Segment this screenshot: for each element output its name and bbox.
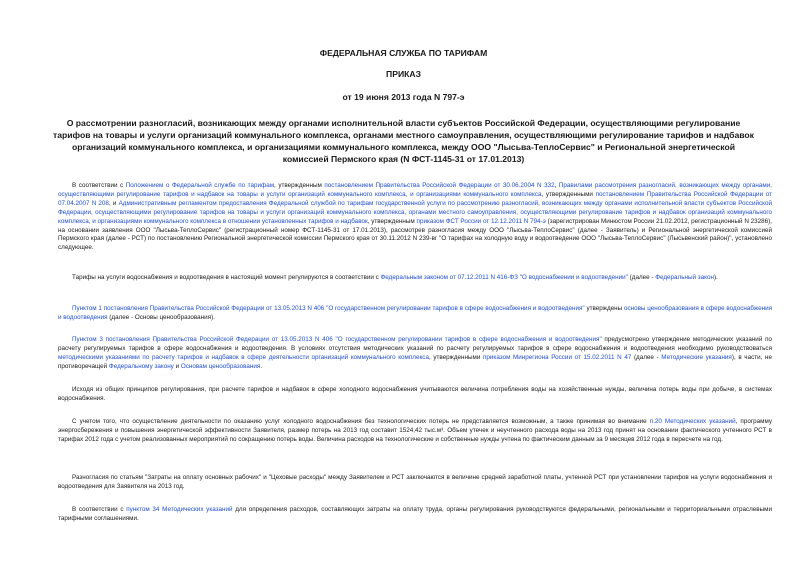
paragraph-text: В соответствии с: [72, 506, 127, 513]
paragraph-text: и: [173, 362, 181, 370]
paragraph-text: (зарегистрирован Минюстом России 21.02.2012, регистрационный N 23286), на основании заявления ООО "Лысьва-ТеплоСервис" (регистрационный номер ФСТ-1145-31 от 17.01.2013), рассмотрев разногласия между ООО "Лысьва-ТеплоСервис" (далее - Заявитель) и Региональной энергетической комиссией Пермского края (далее - РСТ) по постановлению Региональной энергетической комиссии Пермского края от 30.11.2012 N 239-вг "О тарифах на холодную воду и водоотведение ООО "Лысьва-ТеплоСервис" (Лысьвенский район)", установлено следующее.: [58, 217, 772, 252]
paragraph-text: , и: [108, 199, 119, 207]
document-link[interactable]: Федеральному закону: [108, 362, 174, 370]
document-link[interactable]: методическими указаниями по расчету тарифов и надбавок в сфере деятельности организаций коммунального комплекса: [58, 353, 429, 361]
paragraph-text: Исходя из общих принципов регулирования, при расчете тарифов и надбавок в сфере холодного водоснабжения учитываются величина потребления воды на хозяйственные нужды, величина потерь воды при добыче, в системах водоснабжения.: [58, 386, 772, 402]
document-link[interactable]: Основам ценообразования: [180, 362, 261, 370]
document-link[interactable]: приказом ФСТ России от 12.12.2011 N 794-э: [416, 217, 546, 225]
document-link[interactable]: Правилами рассмотрения разногласий, возникающих между органами, осуществляющими регулирование тарифов и надбавок на товары и услуги организаций коммунального комплекса, и организациями коммунального комплекса: [58, 182, 773, 198]
document-type: ПРИКАЗ: [386, 69, 421, 79]
paragraph-text: (далее -: [631, 353, 662, 361]
paragraph-text: ,: [554, 182, 559, 189]
document-link[interactable]: Пунктом 3 постановления Правительства Российской Федерации от 13.05.2013 N 406 "О государственном регулировании тарифов в сфере водоснабжения и водоотведения": [72, 336, 602, 343]
paragraph-legal-basis: [58, 182, 772, 253]
document-link[interactable]: постановлением Правительства Российской Федерации от 07.04.2007 N 208: [58, 190, 772, 207]
document-link[interactable]: приказом Минрегиона России от 15.02.2011 N 47: [483, 353, 632, 361]
paragraph-tariff-regulation: [58, 274, 772, 283]
agency-name: ФЕДЕРАЛЬНАЯ СЛУЖБА ПО ТАРИФАМ: [319, 48, 488, 58]
paragraph-text: предусмотрено утверждение методических указаний по расчету регулируемых тарифов в сфере водоснабжения и водоотведения. В условиях отсутствия методических указаний по расчету регулируемых тарифов в сфере водоснабжения и водоотведения необходимо руководствоваться: [58, 336, 772, 352]
document-link[interactable]: Положением о Федеральной службе по тарифам: [125, 182, 275, 189]
document-date: от 19 июня 2013 года N 797-э: [342, 92, 465, 102]
paragraph-text: ).: [713, 274, 718, 281]
paragraph-text: , утвержденными: [541, 190, 596, 198]
paragraph-methodical-guidelines: [58, 336, 772, 372]
document-link[interactable]: п.20 Методических указаний: [649, 418, 736, 425]
paragraph-text: ), в части, не противоречащей: [58, 353, 772, 370]
paragraph-text: С учетом того, что осуществление деятельности по оказанию услуг холодного водоснабжения без технологических потерь не представляется возможным, а также принимая во внимание: [72, 418, 650, 425]
paragraph-text: , утвержденным: [367, 217, 417, 225]
paragraph-general-principles: [58, 386, 772, 404]
paragraph-text: , утвержденным: [274, 182, 325, 189]
document-title: О рассмотрении разногласий, возникающих между органами исполнительной власти субъектов Российской Федерации, осуществляющими регулирование тарифов на товары и услуги организаций коммунального комплекса, органами местного самоуправления, осуществляющими регулирование тарифов и надбавок организаций коммунального комплекса, и организациями коммунального комплекса, между ООО "Лысьва-ТеплоСервис" и Региональной энергетической комиссией Пермского края (N ФСТ-1145-31 от 17.01.2013): [53, 118, 754, 164]
paragraph-labor-costs: [58, 506, 772, 524]
paragraph-disagreements: [58, 474, 772, 492]
document-link[interactable]: Пунктом 1 постановления Правительства Российской Федерации от 13.05.2013 N 406 "О государственном регулировании тарифов в сфере водоснабжения и водоотведения": [72, 305, 585, 312]
paragraph-text: .: [260, 362, 263, 370]
paragraph-text: Тарифы на услуги водоснабжения и водоотведения в настоящий момент регулируются в соответствии с: [72, 274, 381, 281]
paragraph-text: для определения расходов, составляющих затраты на оплату труда, органы регулирования руководствуются федеральными, региональными и территориальными отраслевыми тарифными соглашениями.: [58, 506, 772, 522]
document-link[interactable]: Административным регламентом предоставления Федеральной службой по тарифам государственной услуги по рассмотрению разногласий, возникающих между органами исполнительной власти субъектов Российской Федерации, осуществляющими регулирование тарифов на товары и услуги организаций коммунального комплекса, органами местного самоуправления, осуществляющими регулирование тарифов и надбавок организаций коммунального комплекса, и организациями коммунального комплекса в отношении установленных тарифов и надбавок: [58, 199, 772, 225]
document-link[interactable]: Федеральным законом от 07.12.2011 N 416-ФЗ "О водоснабжении и водоотведении": [380, 274, 628, 281]
paragraph-text: , программу энергосбережения и повышения энергетической эффективности Заявителя, размер потерь на 2013 год составит 1524,42 тыс.м³. Объем утечек и неучтенного расхода воды на 2013 год принят на основании фактического учтенного РСТ в тарифах 2012 года с учетом реализованных мероприятий по сокращению потерь воды. Величина расходов на технологические и собственные нужды учтена по фактическим данным за 9 месяцев 2012 года в пересчете на год.: [58, 418, 772, 443]
paragraph-text: (далее -: [627, 274, 656, 281]
document-link[interactable]: Федеральный закон: [655, 274, 714, 281]
paragraph-text: утверждены: [584, 305, 624, 312]
document-link[interactable]: основы ценообразования в сфере водоснабжения и водоотведения: [58, 305, 772, 321]
document-link[interactable]: постановлением Правительства Российской Федерации от 30.06.2004 N 332: [324, 182, 555, 189]
paragraph-text: Разногласия по статьям "Затраты на оплату основных рабочих" и "Цеховые расходы" между Заявителем и РСТ заключаются в величине средней заработной платы, учтенной РСТ при установлении тарифов на услуги водоснабжения и водоотведения для Заявителя на 2013 год.: [58, 474, 772, 490]
paragraph-text: (далее - Основы ценообразования).: [107, 313, 215, 321]
document-link[interactable]: Методические указания: [661, 353, 732, 361]
paragraph-text: , утвержденными: [428, 353, 483, 361]
paragraph-water-losses: [58, 418, 772, 445]
paragraph-pricing-basics: [58, 305, 772, 323]
paragraph-text: В соответствии с: [72, 182, 126, 189]
document-link[interactable]: пунктом 34 Методических указаний: [126, 506, 233, 513]
